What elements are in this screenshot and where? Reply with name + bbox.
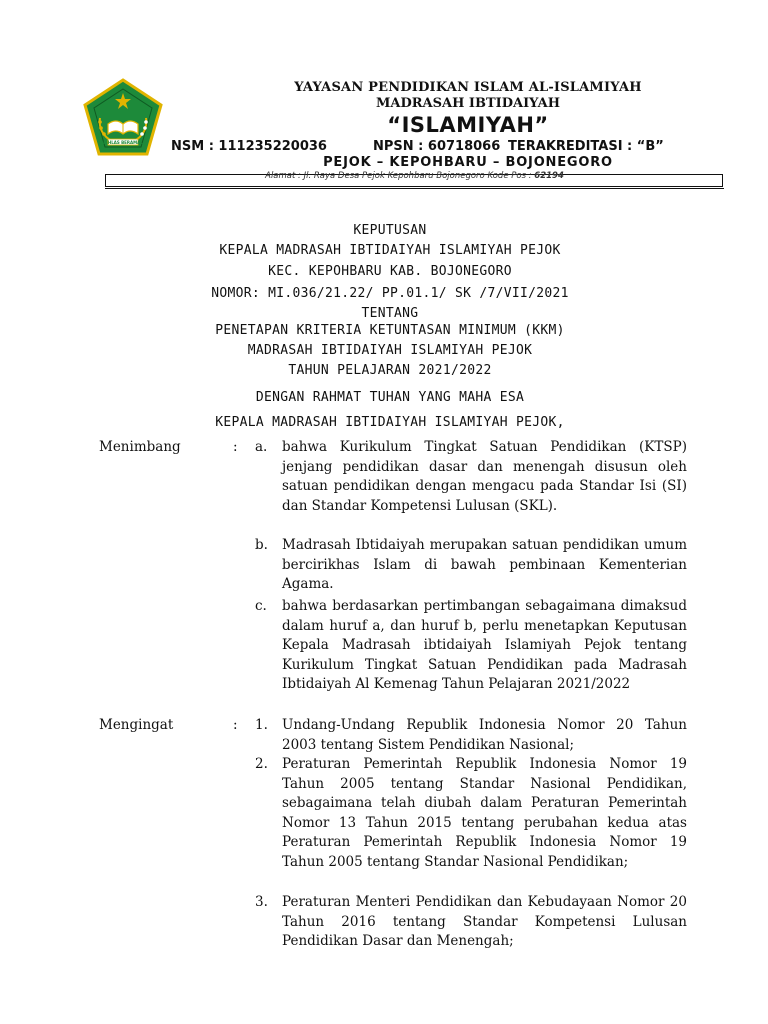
kemenag-emblem-icon bbox=[80, 78, 166, 160]
decree-subject: PENETAPAN KRITERIA KETUNTASAN MINIMUM (KKM) bbox=[215, 323, 565, 338]
item-text: Peraturan Menteri Pendidikan dan Kebudayaan Nomor 20 Tahun 2016 tentang Standar Kompetensi Lulusan Pendidikan Dasar dan Menengah; bbox=[282, 894, 687, 949]
school-name: “ISLAMIYAH” bbox=[387, 113, 549, 137]
item-marker: 3. bbox=[255, 894, 268, 910]
logo-caption: IKHLAS BERAMAL bbox=[103, 140, 143, 145]
decree-heading: KEPUTUSAN bbox=[353, 223, 427, 238]
mengingat-colon: : bbox=[233, 717, 238, 733]
item-text: Undang-Undang Republik Indonesia Nomor 20 Tahun 2003 tentang Sistem Pendidikan Nasional; bbox=[282, 717, 687, 753]
npsn-number: NPSN : 60718066 bbox=[373, 139, 501, 154]
list-item bbox=[255, 438, 687, 516]
item-marker: c. bbox=[255, 598, 267, 614]
school-address bbox=[105, 171, 724, 181]
decree-year: TAHUN PELAJARAN 2021/2022 bbox=[288, 363, 492, 378]
item-marker: b. bbox=[255, 537, 268, 553]
menimbang-colon: : bbox=[233, 439, 238, 455]
decree-about-label: TENTANG bbox=[361, 306, 419, 321]
decree-issuer: KEPALA MADRASAH IBTIDAIYAH ISLAMIYAH PEJOK bbox=[219, 243, 561, 258]
accreditation-status: TERAKREDITASI : “B” bbox=[508, 139, 664, 154]
nsm-number: NSM : 111235220036 bbox=[171, 139, 327, 154]
list-item bbox=[255, 597, 687, 695]
item-marker: 2. bbox=[255, 756, 268, 772]
decree-number: NOMOR: MI.036/21.22/ PP.01.1/ SK /7/VII/2021 bbox=[211, 286, 569, 301]
item-text: bahwa berdasarkan pertimbangan sebagaimana dimaksud dalam huruf a, dan huruf b, perlu menetapkan Keputusan Kepala Madrasah ibtidaiyah Islamiyah Pejok tentang Kurikulum Tingkat Satuan Pendidikan pada Madrasah Ibtidaiyah Al Kemenag Tahun Pelajaran 2021/2022 bbox=[282, 598, 687, 692]
list-item bbox=[255, 755, 687, 872]
mengingat-label: Mengingat bbox=[99, 717, 174, 733]
letterhead-rule bbox=[105, 188, 724, 189]
list-item bbox=[255, 536, 687, 595]
opening-phrase: DENGAN RAHMAT TUHAN YANG MAHA ESA bbox=[255, 390, 525, 405]
postal-code: 62194 bbox=[534, 171, 564, 181]
item-marker: 1. bbox=[255, 717, 268, 733]
madrasah-type: MADRASAH IBTIDAIYAH bbox=[375, 96, 560, 111]
item-text: Madrasah Ibtidaiyah merupakan satuan pendidikan umum bercirikhas Islam di bawah pembinaan Kementerian Agama. bbox=[282, 537, 687, 592]
menimbang-label: Menimbang bbox=[99, 439, 181, 455]
item-text: bahwa Kurikulum Tingkat Satuan Pendidikan (KTSP) jenjang pendidikan dasar dan menengah disusun oleh satuan pendidikan dengan mengacu pada Standar Isi (SI) dan Standar Kompetensi Lulusan (SKL). bbox=[282, 439, 687, 514]
address-text: Alamat : Jl. Raya Desa Pejok Kepohbaru Bojonegoro Kode Pos : bbox=[265, 171, 535, 181]
item-text: Peraturan Pemerintah Republik Indonesia Nomor 19 Tahun 2005 tentang Standar Nasional Pendidikan, sebagaimana telah diubah dalam Peraturan Pemerintah Nomor 13 Tahun 2015 tentang perubahan kedua atas Peraturan Pemerintah Republik Indonesia Nomor 19 Tahun 2005 tentang Standar Nasional Pendidikan; bbox=[282, 756, 687, 870]
decree-district: KEC. KEPOHBARU KAB. BOJONEGORO bbox=[268, 264, 512, 279]
school-location: PEJOK – KEPOHBARU – BOJONEGORO bbox=[323, 155, 613, 170]
item-marker: a. bbox=[255, 439, 268, 455]
list-item bbox=[255, 893, 687, 952]
list-item bbox=[255, 716, 687, 755]
foundation-name: YAYASAN PENDIDIKAN ISLAM AL-ISLAMIYAH bbox=[294, 80, 642, 95]
issuer-statement: KEPALA MADRASAH IBTIDAIYAH ISLAMIYAH PEJOK, bbox=[215, 415, 565, 430]
decree-school: MADRASAH IBTIDAIYAH ISLAMIYAH PEJOK bbox=[247, 343, 533, 358]
